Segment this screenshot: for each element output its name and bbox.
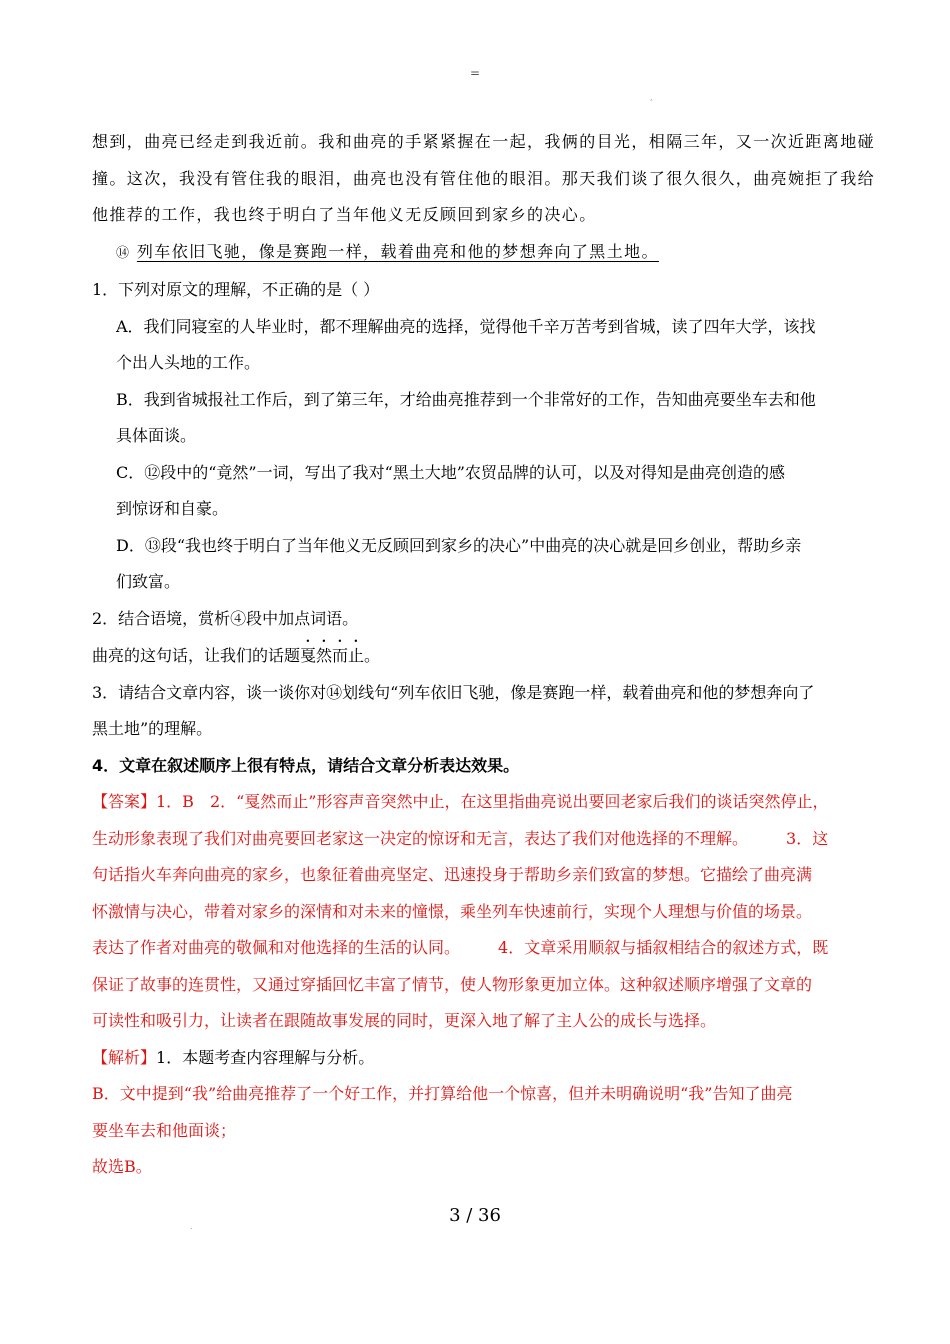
question-2-stem: 2．结合语境，赏析④段中加点词语。 <box>92 608 359 628</box>
answer-line: 句话指火车奔向曲亮的家乡，也象征着曲亮坚定、迅速投身于帮助乡亲们致富的梦想。它描绘了曲亮满 <box>92 865 813 884</box>
option-a: A．我们同寝室的人毕业时，都不理解曲亮的选择，觉得他千辛万苦考到省城，读了四年大学，该找 <box>116 316 816 336</box>
option-d-cont: 们致富。 <box>116 572 181 591</box>
option-d: D．⑬段“我也终于明白了当年他义无反顾回到家乡的决心”中曲亮的决心就是回乡创业，帮助乡亲 <box>116 535 802 555</box>
page-number: 3 / 36 <box>449 1205 501 1226</box>
paragraph-number: ⑭ <box>116 245 131 261</box>
answer-line: 【答案】1．B 2．“戛然而止”形容声音突然中止，在这里指曲亮说出要回老家后我们的谈话突然停止， <box>92 792 829 811</box>
option-c: C．⑫段中的“竟然”一词，写出了我对“黑土大地”农贸品牌的认可，以及对得知是曲亮创造的感 <box>116 462 785 482</box>
option-a-cont: 个出人头地的工作。 <box>116 353 261 372</box>
answer-line: 可读性和吸引力，让读者在跟随故事发展的同时，更深入地了解了主人公的成长与选择。 <box>92 1011 717 1030</box>
analysis-line: 【解析】1．本题考查内容理解与分析。 <box>92 1047 375 1067</box>
header-mark: = <box>469 66 481 80</box>
answer-line: 怀激情与决心，带着对家乡的深情和对未来的憧憬，乘坐列车快速前行，实现个人理想与价值的场景。 <box>92 901 813 921</box>
sentence-before: 曲亮的这句话，让我们的话题 <box>92 646 301 665</box>
footer-dot: . <box>190 1222 193 1231</box>
question-1-stem: 1．下列对原文的理解，不正确的是（ ） <box>92 280 380 299</box>
analysis-line: B．文中提到“我”给曲亮推荐了一个好工作，并打算给他一个惊喜，但并未明确说明“我”告知了曲亮 <box>92 1084 793 1103</box>
story-line: 想到，曲亮已经走到我近前。我和曲亮的手紧紧握在一起，我俩的目光，相隔三年，又一次近距离地碰 <box>92 132 876 151</box>
question-4-stem: 4．文章在叙述顺序上很有特点，请结合文章分析表达效果。 <box>92 755 520 775</box>
sentence-after: 。 <box>364 646 381 665</box>
header-dot: , <box>650 93 653 102</box>
underlined-sentence: 列车依旧飞驰，像是赛跑一样，载着曲亮和他的梦想奔向了黑土地。 <box>136 241 659 261</box>
analysis-label: 【解析】 <box>92 1047 157 1067</box>
answer-line: 保证了故事的连贯性，又通过穿插回忆丰富了情节，使人物形象更加立体。这种叙述顺序增强了文章的 <box>92 974 813 994</box>
question-3-cont: 黑土地”的理解。 <box>92 719 213 738</box>
analysis-line: 故选B。 <box>92 1157 152 1176</box>
dotted-words: 戛然而止 <box>300 646 365 665</box>
option-b-cont: 具体面谈。 <box>116 426 197 445</box>
story-line: 撞。这次，我没有管住我的眼泪，曲亮也没有管住他的眼泪。那天我们谈了很久很久，曲亮婉拒了我给 <box>92 168 876 188</box>
answer-line: 生动形象表现了我们对曲亮要回老家这一决定的惊讶和无言，表达了我们对他选择的不理解。 3．这 <box>92 828 829 848</box>
answer-line: 表达了作者对曲亮的敬佩和对他选择的生活的认同。 4．文章采用顺叙与插叙相结合的叙述方式，既 <box>92 938 829 957</box>
option-b: B．我到省城报社工作后，到了第三年，才给曲亮推荐到一个非常好的工作，告知曲亮要坐车去和他 <box>116 389 816 409</box>
story-line: 他推荐的工作，我也终于明白了当年他义无反顾回到家乡的决心。 <box>92 205 597 224</box>
page-content <box>92 124 876 1186</box>
story-paragraph-14 <box>92 234 862 273</box>
question-2-sentence <box>92 637 862 675</box>
analysis-line: 要坐车去和他面谈； <box>92 1120 237 1140</box>
option-c-cont: 到惊讶和自豪。 <box>116 499 229 518</box>
question-3-stem: 3．请结合文章内容，谈一谈你对⑭划线句“列车依旧飞驰，像是赛跑一样，载着曲亮和他的梦想奔向了 <box>92 682 815 702</box>
